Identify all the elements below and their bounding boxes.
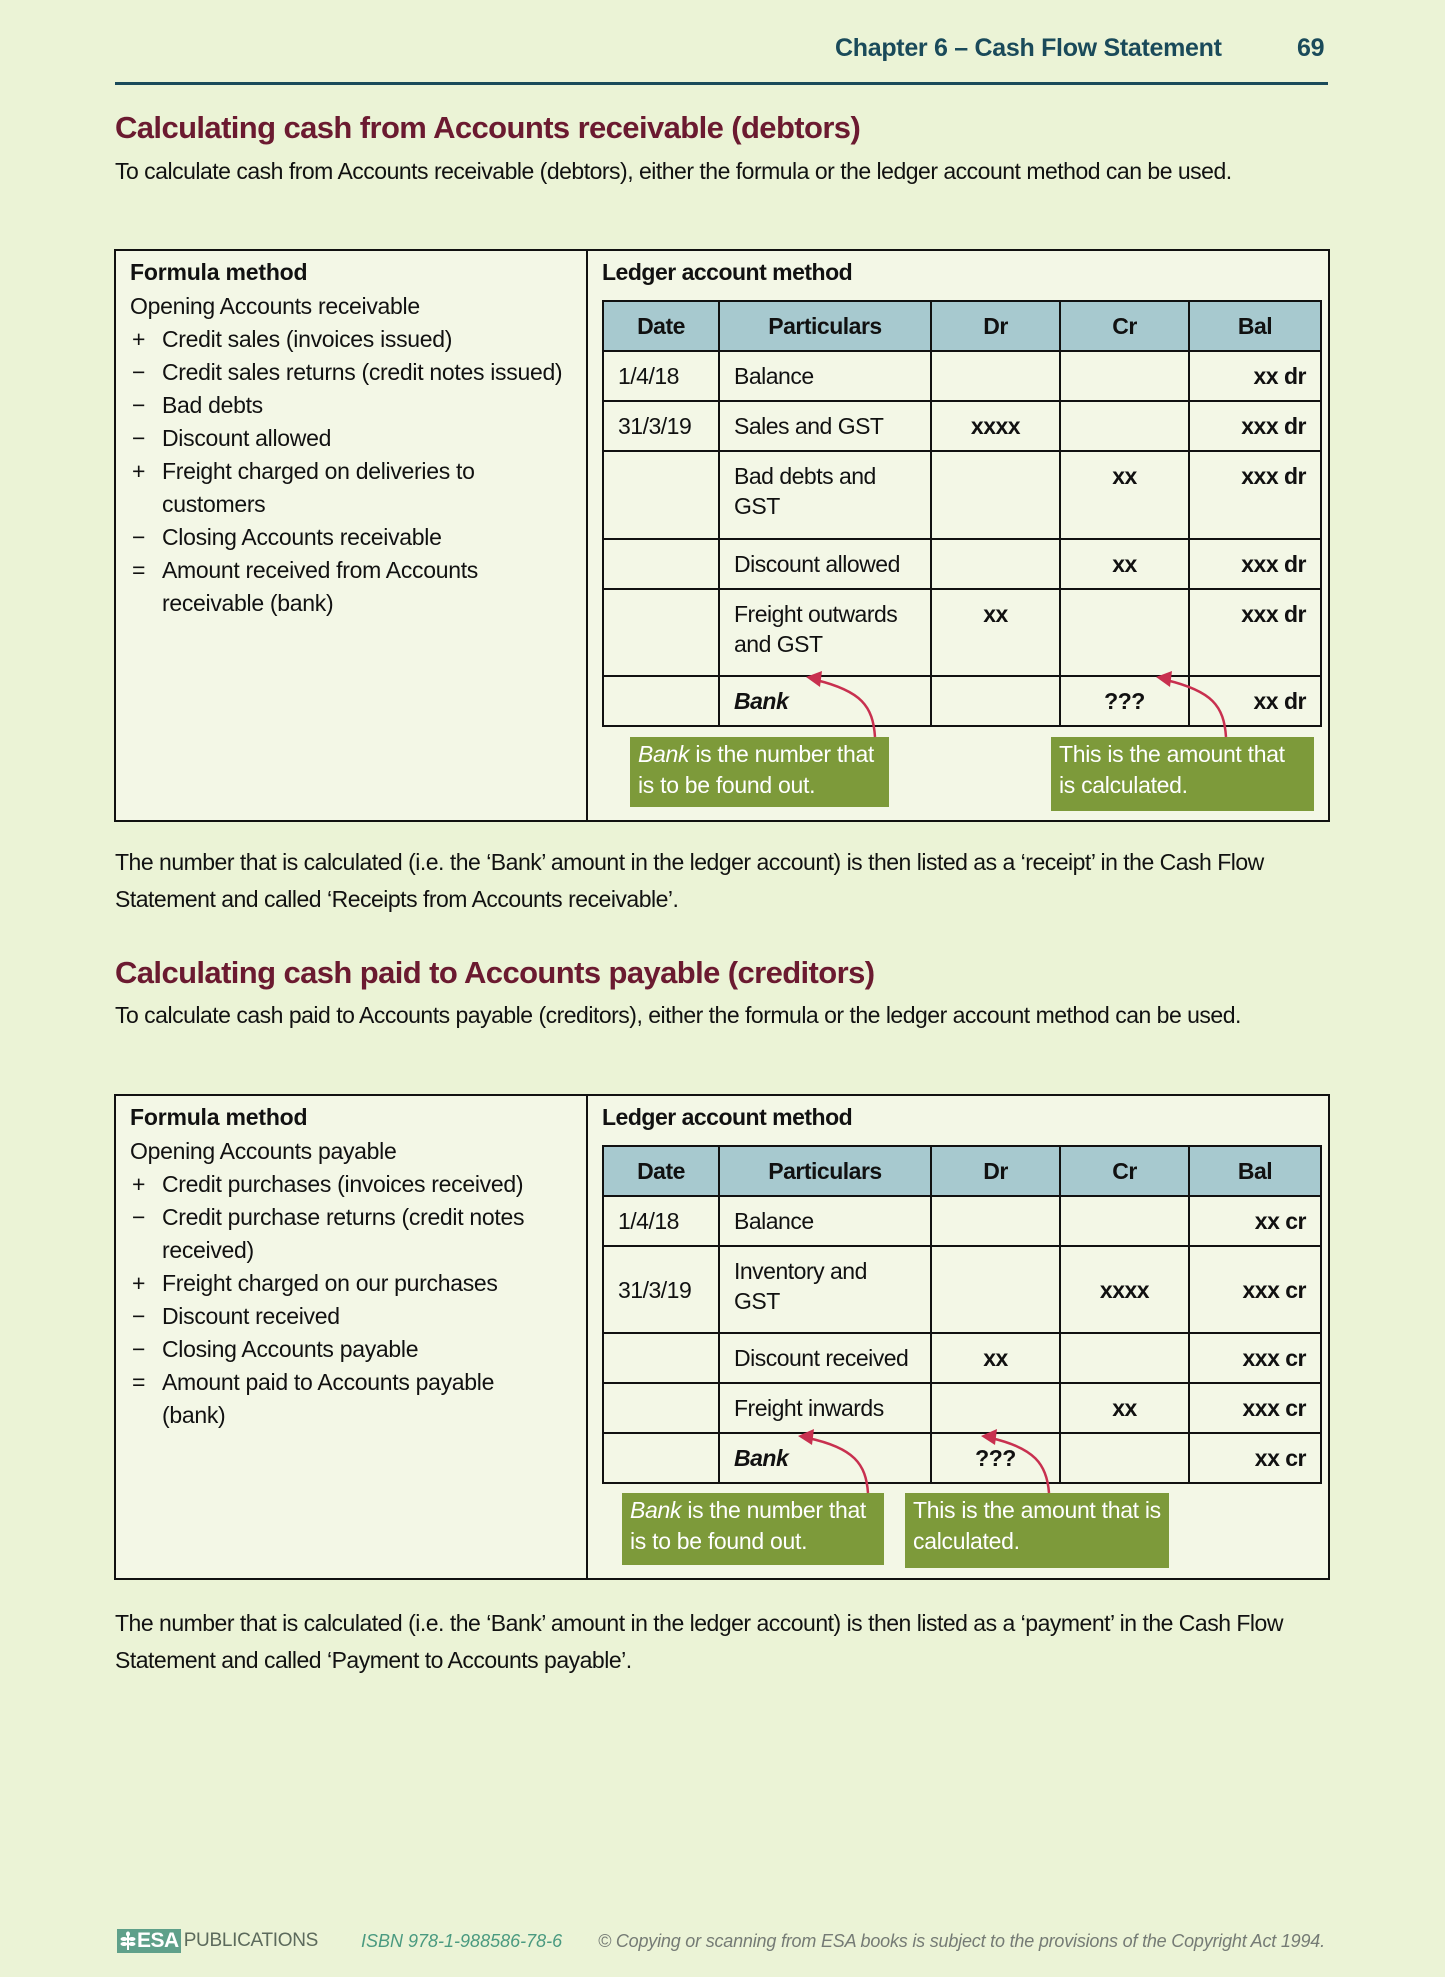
page-number: 69 bbox=[1297, 34, 1325, 62]
cell-bal: xxx cr bbox=[1189, 1383, 1321, 1433]
table-row bbox=[603, 401, 1321, 451]
table-row-bank bbox=[603, 676, 1321, 726]
cell-dr bbox=[931, 539, 1060, 589]
cell-cr bbox=[1060, 589, 1189, 676]
tree-icon bbox=[119, 1931, 137, 1951]
method-box-receivable bbox=[114, 249, 1330, 822]
operator-minus: − bbox=[132, 524, 146, 550]
operator-minus: − bbox=[132, 1336, 146, 1362]
cell-date: 31/3/19 bbox=[603, 1246, 719, 1333]
col-header-dr: Dr bbox=[931, 1146, 1060, 1196]
cell-particulars: Bad debts and GST bbox=[719, 451, 931, 539]
cell-bal: xxx cr bbox=[1189, 1333, 1321, 1383]
cell-dr bbox=[931, 1196, 1060, 1246]
ledger-method-title: Ledger account method bbox=[602, 259, 853, 285]
table-row bbox=[603, 589, 1321, 676]
cell-date: 1/4/18 bbox=[603, 1196, 719, 1246]
callout-bank-found: Bank is the number that is to be found out. bbox=[630, 737, 889, 807]
ledger-method-title: Ledger account method bbox=[602, 1104, 853, 1130]
cell-date bbox=[603, 676, 719, 726]
col-header-date: Date bbox=[603, 301, 719, 351]
col-header-cr: Cr bbox=[1060, 301, 1189, 351]
callout-amount-calculated: This is the amount that is calculated. bbox=[1051, 737, 1314, 811]
formula-line: + Freight charged on deliveries to customers bbox=[130, 455, 530, 521]
cell-cr: xxxx bbox=[1060, 1246, 1189, 1333]
formula-line: − Credit sales returns (credit notes issued) bbox=[130, 356, 580, 389]
method-box-payable bbox=[114, 1094, 1330, 1580]
formula-line: − Bad debts bbox=[130, 389, 580, 422]
col-header-date: Date bbox=[603, 1146, 719, 1196]
cell-cr bbox=[1060, 401, 1189, 451]
cell-dr: xxxx bbox=[931, 401, 1060, 451]
cell-date bbox=[603, 1433, 719, 1483]
formula-line: + Credit purchases (invoices received) bbox=[130, 1168, 580, 1201]
cell-date: 31/3/19 bbox=[603, 401, 719, 451]
cell-cr: xx bbox=[1060, 1383, 1189, 1433]
cell-particulars: Inventory and GST bbox=[719, 1246, 931, 1333]
section-heading-payable: Calculating cash paid to Accounts payable (creditors) bbox=[115, 955, 875, 990]
cell-particulars: Freight inwards bbox=[719, 1383, 931, 1433]
formula-method-title: Formula method bbox=[130, 1104, 308, 1130]
section-heading-receivable: Calculating cash from Accounts receivable (debtors) bbox=[115, 110, 861, 145]
col-header-cr: Cr bbox=[1060, 1146, 1189, 1196]
conclusion-receivable: The number that is calculated (i.e. the ‘Bank’ amount in the ledger account) is then listed as a ‘receipt’ in the Cash Flow Statement and called ‘Receipts from Accounts receivable’. bbox=[115, 849, 1264, 912]
formula-line: − Discount allowed bbox=[130, 422, 580, 455]
cell-particulars: Discount received bbox=[719, 1333, 931, 1383]
col-header-particulars: Particulars bbox=[719, 1146, 931, 1196]
col-header-bal: Bal bbox=[1189, 1146, 1321, 1196]
cell-dr bbox=[931, 451, 1060, 539]
cell-dr bbox=[931, 676, 1060, 726]
operator-plus: + bbox=[132, 1171, 146, 1197]
col-header-particulars: Particulars bbox=[719, 301, 931, 351]
formula-lines bbox=[130, 290, 580, 620]
cell-date bbox=[603, 1333, 719, 1383]
cell-cr bbox=[1060, 1196, 1189, 1246]
cell-bal: xx dr bbox=[1189, 676, 1321, 726]
operator-minus: − bbox=[132, 425, 146, 451]
operator-plus: + bbox=[132, 326, 146, 352]
cell-bal: xx cr bbox=[1189, 1196, 1321, 1246]
cell-cr bbox=[1060, 1433, 1189, 1483]
formula-line: − Closing Accounts payable bbox=[130, 1333, 580, 1366]
operator-plus: + bbox=[132, 458, 146, 484]
cell-dr bbox=[931, 1246, 1060, 1333]
operator-minus: − bbox=[132, 1303, 146, 1329]
table-row bbox=[603, 1333, 1321, 1383]
formula-method-title: Formula method bbox=[130, 259, 308, 285]
formula-line: = Amount received from Accounts receivable (bank) bbox=[130, 554, 530, 620]
ledger-table-payable bbox=[602, 1145, 1322, 1484]
table-row bbox=[603, 351, 1321, 401]
formula-line: + Freight charged on our purchases bbox=[130, 1267, 580, 1300]
cell-particulars: Discount allowed bbox=[719, 539, 931, 589]
operator-minus: − bbox=[132, 359, 146, 385]
cell-date bbox=[603, 451, 719, 539]
formula-line: − Discount received bbox=[130, 1300, 580, 1333]
cell-cr bbox=[1060, 1333, 1189, 1383]
callout-amount-calculated: This is the amount that is calculated. bbox=[905, 1493, 1169, 1568]
table-row bbox=[603, 1383, 1321, 1433]
cell-bal: xxx dr bbox=[1189, 539, 1321, 589]
cell-particulars: Balance bbox=[719, 1196, 931, 1246]
table-row bbox=[603, 1246, 1321, 1333]
ledger-table-receivable bbox=[602, 300, 1322, 727]
formula-line: + Credit sales (invoices issued) bbox=[130, 323, 580, 356]
table-row bbox=[603, 451, 1321, 539]
cell-dr: xx bbox=[931, 589, 1060, 676]
esa-logo-mark: ESA bbox=[117, 1929, 181, 1953]
column-divider bbox=[586, 1096, 588, 1578]
cell-dr bbox=[931, 1383, 1060, 1433]
operator-equals: = bbox=[132, 557, 146, 583]
cell-date: 1/4/18 bbox=[603, 351, 719, 401]
cell-date bbox=[603, 1383, 719, 1433]
table-row-bank bbox=[603, 1433, 1321, 1483]
cell-dr: xx bbox=[931, 1333, 1060, 1383]
cell-cr-unknown: ??? bbox=[1060, 676, 1189, 726]
formula-line: − Closing Accounts receivable bbox=[130, 521, 580, 554]
cell-particulars: Freight outwards and GST bbox=[719, 589, 931, 676]
cell-bal: xx cr bbox=[1189, 1433, 1321, 1483]
chapter-title: Chapter 6 – Cash Flow Statement bbox=[835, 34, 1222, 62]
operator-minus: − bbox=[132, 392, 146, 418]
cell-particulars-bank: Bank bbox=[719, 1433, 931, 1483]
publisher-logo bbox=[117, 1929, 318, 1953]
formula-method-panel bbox=[130, 1104, 580, 1432]
section-intro-receivable: To calculate cash from Accounts receivable (debtors), either the formula or the ledger account method can be used. bbox=[115, 158, 1232, 184]
table-row bbox=[603, 1196, 1321, 1246]
cell-particulars: Sales and GST bbox=[719, 401, 931, 451]
col-header-dr: Dr bbox=[931, 301, 1060, 351]
cell-bal: xxx dr bbox=[1189, 451, 1321, 539]
cell-bal: xxx cr bbox=[1189, 1246, 1321, 1333]
formula-line: = Amount paid to Accounts payable (bank) bbox=[130, 1366, 530, 1432]
table-row bbox=[603, 539, 1321, 589]
header-rule bbox=[115, 82, 1328, 85]
isbn: ISBN 978-1-988586-78-6 bbox=[361, 1931, 563, 1951]
formula-line: Opening Accounts payable bbox=[130, 1138, 397, 1164]
table-header-row bbox=[603, 1146, 1321, 1196]
formula-line: − Credit purchase returns (credit notes received) bbox=[130, 1201, 560, 1267]
cell-cr bbox=[1060, 351, 1189, 401]
callout-bank-found: Bank is the number that is to be found out. bbox=[622, 1493, 884, 1565]
table-header-row bbox=[603, 301, 1321, 351]
operator-plus: + bbox=[132, 1270, 146, 1296]
formula-method-panel bbox=[130, 259, 580, 620]
cell-bal: xxx dr bbox=[1189, 401, 1321, 451]
formula-line: Opening Accounts receivable bbox=[130, 293, 420, 319]
cell-date bbox=[603, 539, 719, 589]
section-intro-payable: To calculate cash paid to Accounts payable (creditors), either the formula or the ledger account method can be used. bbox=[115, 1002, 1241, 1028]
cell-cr: xx bbox=[1060, 451, 1189, 539]
cell-cr: xx bbox=[1060, 539, 1189, 589]
cell-bal: xxx dr bbox=[1189, 589, 1321, 676]
col-header-bal: Bal bbox=[1189, 301, 1321, 351]
cell-dr-unknown: ??? bbox=[931, 1433, 1060, 1483]
cell-particulars-bank: Bank bbox=[719, 676, 931, 726]
cell-date bbox=[603, 589, 719, 676]
cell-dr bbox=[931, 351, 1060, 401]
operator-minus: − bbox=[132, 1204, 146, 1230]
copyright-notice: © Copying or scanning from ESA books is subject to the provisions of the Copyright Act 1994. bbox=[598, 1931, 1325, 1951]
conclusion-payable: The number that is calculated (i.e. the ‘Bank’ amount in the ledger account) is then listed as a ‘payment’ in the Cash Flow Statement and called ‘Payment to Accounts payable’. bbox=[115, 1610, 1283, 1673]
cell-bal: xx dr bbox=[1189, 351, 1321, 401]
cell-particulars: Balance bbox=[719, 351, 931, 401]
column-divider bbox=[586, 251, 588, 820]
publisher-name: PUBLICATIONS bbox=[183, 1930, 319, 1951]
operator-equals: = bbox=[132, 1369, 146, 1395]
formula-lines bbox=[130, 1135, 580, 1432]
